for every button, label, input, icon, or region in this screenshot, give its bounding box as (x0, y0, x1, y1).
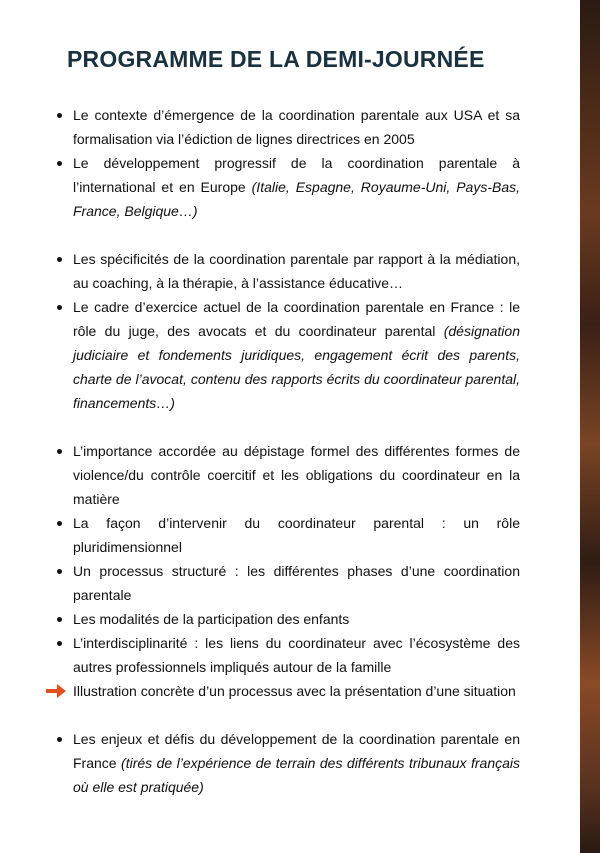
item-text: Le cadre d’exercice actuel de la coordination parentale en France : le rôle du juge, des avocats et du coordinateur parental (73, 299, 520, 339)
bullet-dot (57, 569, 62, 574)
page-title: PROGRAMME DE LA DEMI-JOURNÉE (67, 46, 485, 72)
item-text: L’importance accordée au dépistage formel des différentes formes de violence/du contrôle coercitif et les obligations du coordinateur en la matière (73, 443, 520, 507)
arrow-right-icon (45, 682, 67, 700)
item-text: Illustration concrète d’un processus avec la présentation d’une situation (73, 683, 516, 699)
list-item-highlighted (73, 679, 520, 703)
list-item (73, 511, 520, 559)
list-item (73, 151, 520, 223)
list-item (73, 559, 520, 607)
list-item (73, 247, 520, 295)
item-text: Les enjeux et défis du développement de la coordination parentale en France (73, 731, 520, 771)
list-item (73, 727, 520, 799)
list-item (73, 103, 520, 151)
side-photo-strip (580, 0, 600, 853)
item-detail: (tirés de l’expérience de terrain des différents tribunaux français où elle est pratiquée) (73, 755, 520, 795)
spacer (73, 415, 520, 439)
item-text: La façon d’intervenir du coordinateur parental : un rôle pluridimensionnel (73, 515, 520, 555)
item-detail: (désignation judiciaire et fondements juridiques, engagement écrit des parents, charte de l’avocat, contenu des rapports écrits du coordinateur parental, financements…) (73, 323, 520, 411)
list-item (73, 439, 520, 511)
bullet-dot (57, 161, 62, 166)
bullet-dot (57, 641, 62, 646)
list-item (73, 607, 520, 631)
item-detail: (Italie, Espagne, Royaume-Uni, Pays-Bas, France, Belgique…) (73, 179, 521, 219)
item-text: Le développement progressif de la coordination parentale à l’international et en Europe (73, 155, 520, 195)
item-text: L’interdisciplinarité : les liens du coordinateur avec l’écosystème des autres professionnels impliqués autour de la famille (73, 635, 520, 675)
spacer (73, 223, 520, 247)
bullet-dot (57, 521, 62, 526)
bullet-dot (57, 305, 62, 310)
item-text: Les spécificités de la coordination parentale par rapport à la médiation, au coaching, à la thérapie, à l’assistance éducative… (73, 251, 520, 291)
spacer (73, 703, 520, 727)
item-text: Un processus structuré : les différentes phases d’une coordination parentale (73, 563, 520, 603)
item-text: Le contexte d’émergence de la coordination parentale aux USA et sa formalisation via l’édiction de lignes directrices en 2005 (73, 107, 520, 147)
item-text: Les modalités de la participation des enfants (73, 611, 350, 627)
bullet-dot (57, 257, 62, 262)
bullet-dot (57, 617, 62, 622)
list-item (73, 295, 520, 415)
bullet-dot (57, 737, 62, 742)
list-item (73, 631, 520, 679)
program-list (73, 103, 520, 799)
bullet-dot (57, 113, 62, 118)
bullet-dot (57, 449, 62, 454)
